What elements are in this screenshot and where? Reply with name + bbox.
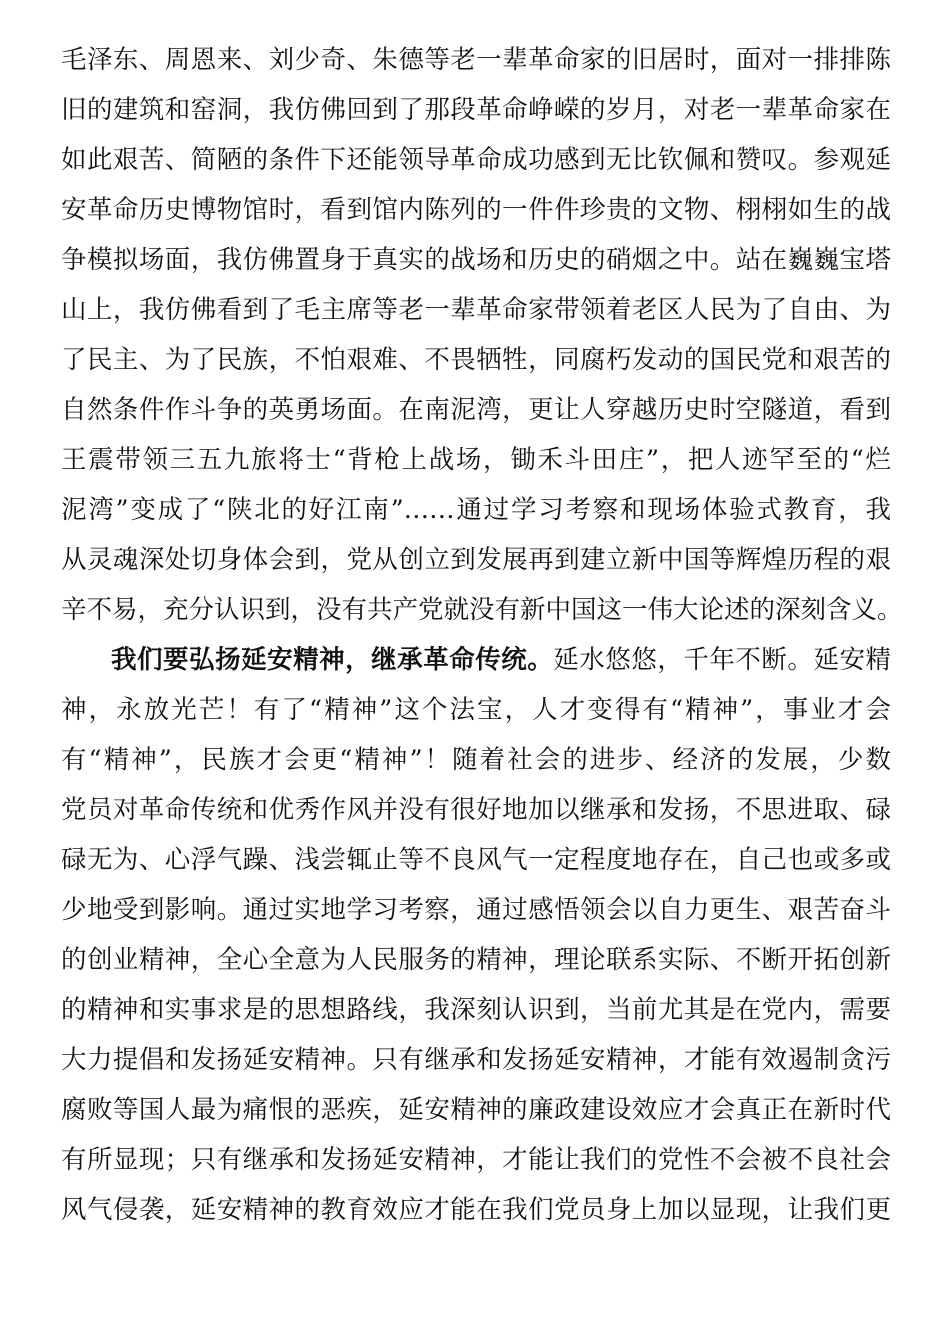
text-line: 大力提倡和发扬延安精神。只有继承和发扬延安精神，才能有效遏制贪污 <box>61 1045 891 1075</box>
text-line: 党员对革命传统和优秀作风并没有很好地加以继承和发扬，不思进取、碌 <box>61 795 891 825</box>
text-line: 山上，我仿佛看到了毛主席等老一辈革命家带领着老区人民为了自由、为 <box>61 295 891 325</box>
text-line: 有所显现；只有继承和发扬延安精神，才能让我们的党性不会被不良社会 <box>61 1145 891 1175</box>
text-line: 辛不易，充分认识到，没有共产党就没有新中国这一伟大论述的深刻含义。 <box>61 595 903 625</box>
text-line: 安革命历史博物馆时，看到馆内陈列的一件件珍贵的文物、栩栩如生的战 <box>61 195 891 225</box>
text-line: 碌无为、心浮气躁、浅尝辄止等不良风气一定程度地存在，自己也或多或 <box>61 845 891 875</box>
text-line: 了民主、为了民族，不怕艰难、不畏牺牲，同腐朽发动的国民党和艰苦的 <box>61 345 891 375</box>
text-line: 争模拟场面，我仿佛置身于真实的战场和历史的硝烟之中。站在巍巍宝塔 <box>61 245 891 275</box>
text-line: 如此艰苦、简陋的条件下还能领导革命成功感到无比钦佩和赞叹。参观延 <box>61 145 891 175</box>
text-line: 毛泽东、周恩来、刘少奇、朱德等老一辈革命家的旧居时，面对一排排陈 <box>61 45 891 75</box>
text-line: 从灵魂深处切身体会到，党从创立到发展再到建立新中国等辉煌历程的艰 <box>61 545 891 575</box>
text-line: 风气侵袭，延安精神的教育效应才能在我们党员身上加以显现，让我们更 <box>61 1195 891 1225</box>
text-line: 泥湾”变成了“陕北的好江南”……通过学习考察和现场体验式教育，我 <box>61 495 891 525</box>
text-line: 旧的建筑和窑洞，我仿佛回到了那段革命峥嵘的岁月，对老一辈革命家在 <box>61 95 891 125</box>
text-line: 王震带领三五九旅将士“背枪上战场，锄禾斗田庄”，把人迹罕至的“烂 <box>61 445 891 475</box>
text-span: 延水悠悠，千年不断。延安精 <box>553 645 891 675</box>
text-line: 少地受到影响。通过实地学习考察，通过感悟领会以自力更生、艰苦奋斗 <box>61 895 891 925</box>
text-line: 神，永放光芒！有了“精神”这个法宝，人才变得有“精神”，事业才会 <box>61 695 891 725</box>
text-line: 有“精神”，民族才会更“精神”！随着社会的进步、经济的发展，少数 <box>61 745 891 775</box>
paragraph-first-line <box>111 638 891 682</box>
text-line: 的精神和实事求是的思想路线，我深刻认识到，当前尤其是在党内，需要 <box>61 995 891 1025</box>
text-line: 腐败等国人最为痛恨的恶疾，延安精神的廉政建设效应才会真正在新时代 <box>61 1095 891 1125</box>
section-heading: 我们要弘扬延安精神，继承革命传统。 <box>111 645 554 675</box>
text-line: 自然条件作斗争的英勇场面。在南泥湾，更让人穿越历史时空隧道，看到 <box>61 395 891 425</box>
text-line: 的创业精神，全心全意为人民服务的精神，理论联系实际、不断开拓创新 <box>61 945 891 975</box>
